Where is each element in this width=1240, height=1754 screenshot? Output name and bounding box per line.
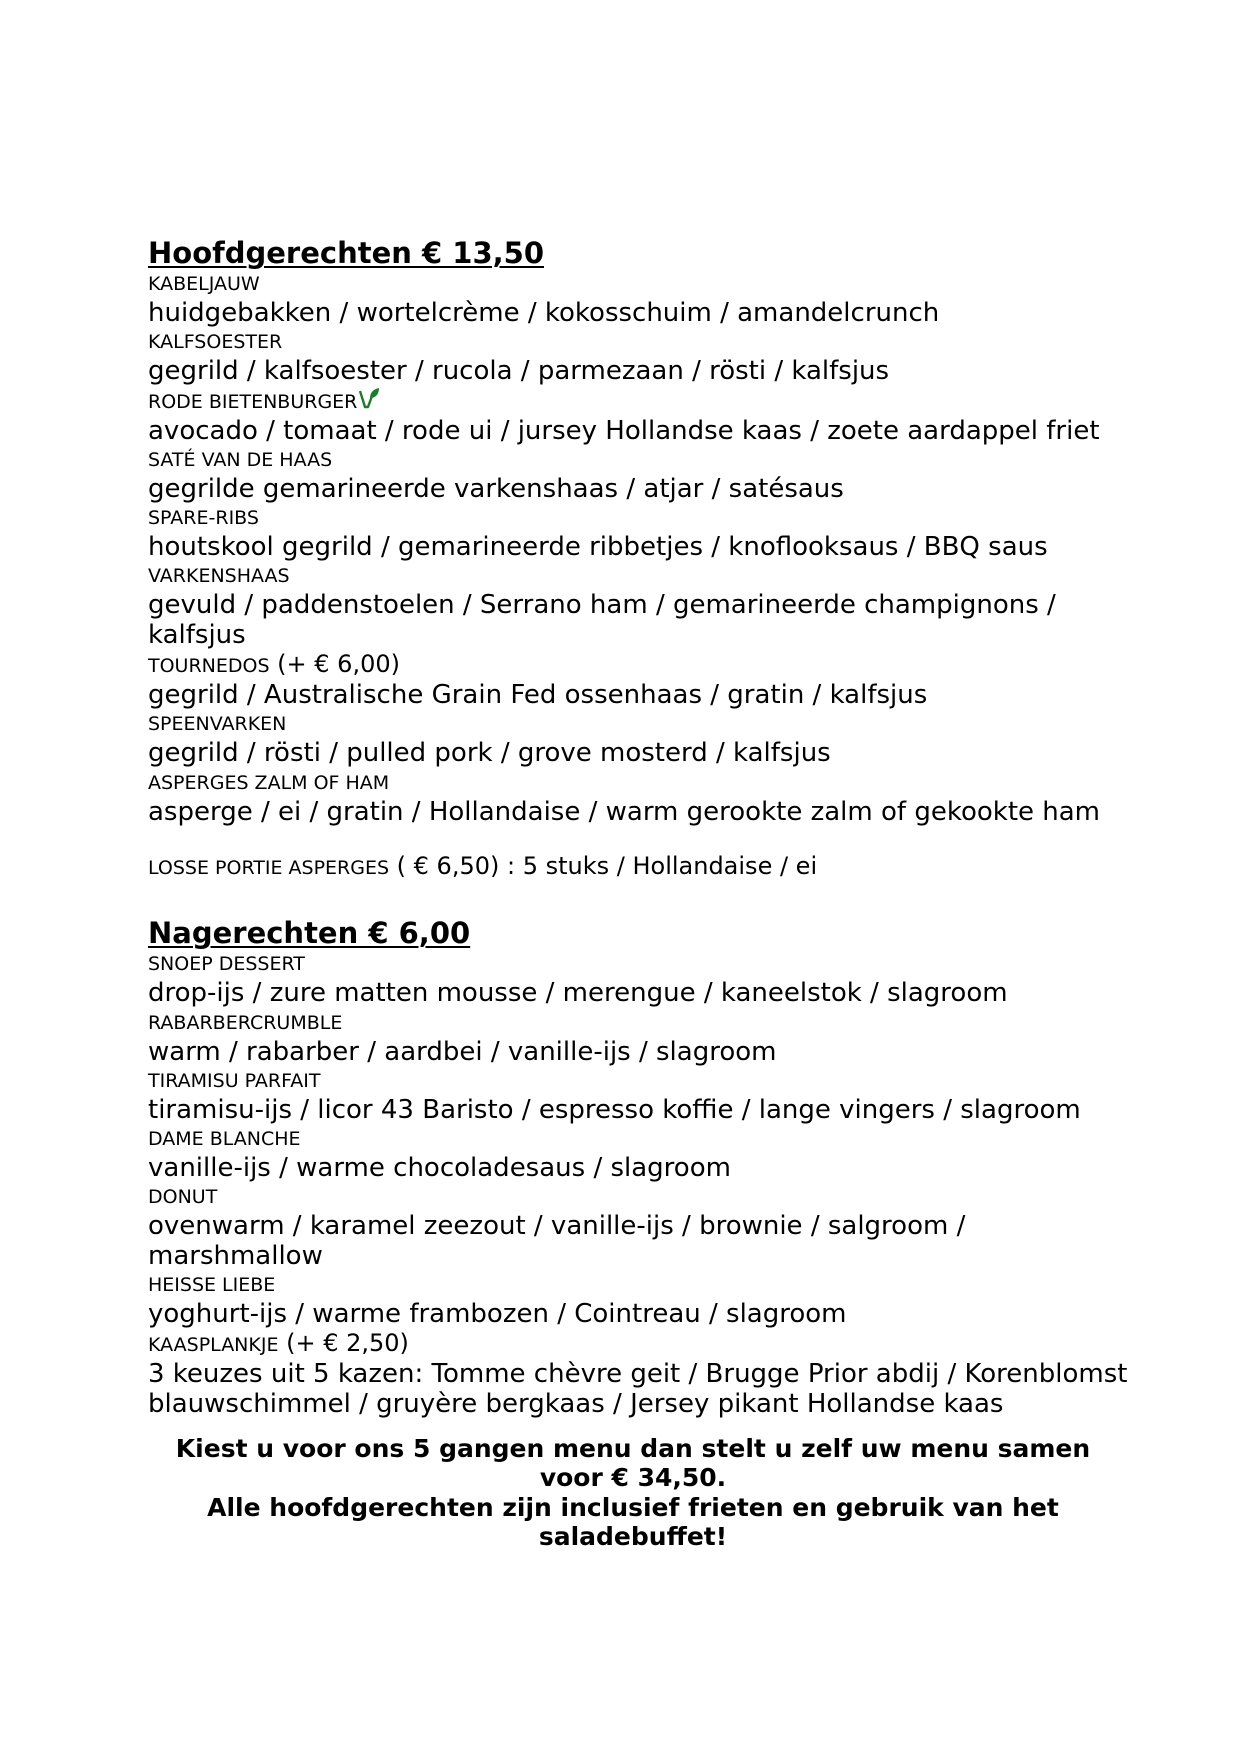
- dish-description: asperge / ei / gratin / Hollandaise / warm gerookte zalm of gekookte ham: [148, 796, 1101, 827]
- menu-item: [148, 1067, 1128, 1125]
- footer-line: Alle hoofdgerechten zijn inclusief frieten en gebruik van het: [207, 1492, 1059, 1522]
- dessert-description-line: 3 keuzes uit 5 kazen: Tomme chèvre geit / Brugge Prior abdij / Korenblomst: [148, 1359, 1128, 1390]
- menu-item: [148, 562, 1128, 650]
- dessert-description: drop-ijs / zure matten mousse / merengue / kaneelstok / slagroom: [148, 978, 1008, 1009]
- dessert-name: HEISSE LIEBE: [148, 1274, 276, 1297]
- dessert-description: yoghurt-ijs / warme frambozen / Cointreau / slagroom: [148, 1299, 847, 1330]
- menu-item: [148, 650, 1128, 710]
- dish-name: KALFSOESTER: [148, 331, 283, 354]
- footer-line: saladebuffet!: [538, 1521, 728, 1551]
- menu-item: [148, 1009, 1128, 1067]
- menu-item: [148, 446, 1128, 504]
- dessert-name-row: [148, 1329, 1128, 1360]
- dessert-description-line: blauwschimmel / gruyère bergkaas / Jersey pikant Hollandse kaas: [148, 1388, 1004, 1419]
- dish-surcharge: (+ € 6,00): [269, 650, 400, 679]
- vegetarian-leaf-icon: [358, 387, 380, 409]
- side-dish-details: ( € 6,50) : 5 stuks / Hollandaise / ei: [389, 851, 818, 880]
- dessert-name: DAME BLANCHE: [148, 1128, 301, 1151]
- menu-item: [148, 1271, 1128, 1329]
- menu-page: [148, 236, 1128, 1419]
- dessert-description: warm / rabarber / aardbei / vanille-ijs / slagroom: [148, 1036, 777, 1067]
- dessert-description: vanille-ijs / warme chocoladesaus / slagroom: [148, 1153, 731, 1184]
- dish-name-row: [148, 387, 1128, 417]
- menu-item: [148, 1183, 1128, 1271]
- dessert-name: SNOEP DESSERT: [148, 953, 305, 976]
- menu-item: [148, 1125, 1128, 1183]
- dish-name: SPARE-RIBS: [148, 507, 259, 530]
- desserts-title: Nagerechten € 6,00: [148, 916, 471, 951]
- menu-item: [148, 387, 1128, 446]
- dish-description-line: gevuld / paddenstoelen / Serrano ham / gemarineerde champignons /: [148, 590, 1056, 621]
- dish-description-line: kalfsjus: [148, 619, 246, 650]
- dish-name: SATÉ VAN DE HAAS: [148, 448, 333, 471]
- dessert-surcharge: (+ € 2,50): [278, 1329, 409, 1358]
- dessert-description: tiramisu-ijs / licor 43 Baristo / espresso koffie / lange vingers / slagroom: [148, 1094, 1081, 1125]
- menu-item: [148, 950, 1128, 1008]
- side-dish-row: [148, 852, 1128, 883]
- menu-item: [148, 504, 1128, 562]
- dessert-name: RABARBERCRUMBLE: [148, 1011, 343, 1034]
- dish-description: gegrild / kalfsoester / rucola / parmezaan / rösti / kalfsjus: [148, 356, 890, 387]
- dessert-name: DONUT: [148, 1186, 218, 1209]
- main-dishes-title: Hoofdgerechten € 13,50: [148, 236, 545, 270]
- dessert-name: KAASPLANKJE: [148, 1334, 279, 1357]
- menu-item: [148, 1329, 1128, 1419]
- dish-name: SPEENVARKEN: [148, 713, 287, 736]
- dish-description: avocado / tomaat / rode ui / jursey Hollandse kaas / zoete aardappel friet: [148, 415, 1100, 446]
- dish-name: TOURNEDOS: [148, 655, 270, 678]
- dish-description: gegrild / Australische Grain Fed ossenhaas / gratin / kalfsjus: [148, 680, 928, 711]
- dish-name: VARKENSHAAS: [148, 565, 290, 588]
- dessert-description: ovenwarm / karamel zeezout / vanille-ijs / brownie / salgroom / marshmallow: [148, 1211, 966, 1271]
- footer-line: voor € 34,50.: [539, 1463, 727, 1493]
- dish-name: RODE BIETENBURGER: [148, 390, 358, 413]
- dish-name-row: [148, 650, 1128, 681]
- menu-footer-note: [148, 1434, 1118, 1551]
- footer-line: Kiest u voor ons 5 gangen menu dan stelt u zelf uw menu samen: [175, 1434, 1091, 1463]
- dish-name: ASPERGES ZALM OF HAM: [148, 771, 390, 794]
- menu-item: [148, 769, 1128, 827]
- menu-item: [148, 328, 1128, 386]
- side-dish-name: LOSSE PORTIE ASPERGES: [148, 856, 390, 879]
- dish-description: huidgebakken / wortelcrème / kokosschuim / amandelcrunch: [148, 298, 940, 328]
- dessert-name: TIRAMISU PARFAIT: [148, 1069, 321, 1092]
- dish-description: gegrilde gemarineerde varkenshaas / atjar / satésaus: [148, 473, 844, 504]
- dish-description: houtskool gegrild / gemarineerde ribbetjes / knoflooksaus / BBQ saus: [148, 532, 1048, 563]
- dish-name: KABELJAUW: [148, 273, 260, 295]
- dish-description: gegrild / rösti / pulled pork / grove mosterd / kalfsjus: [148, 738, 831, 769]
- menu-item: [148, 270, 1128, 328]
- menu-item: [148, 710, 1128, 768]
